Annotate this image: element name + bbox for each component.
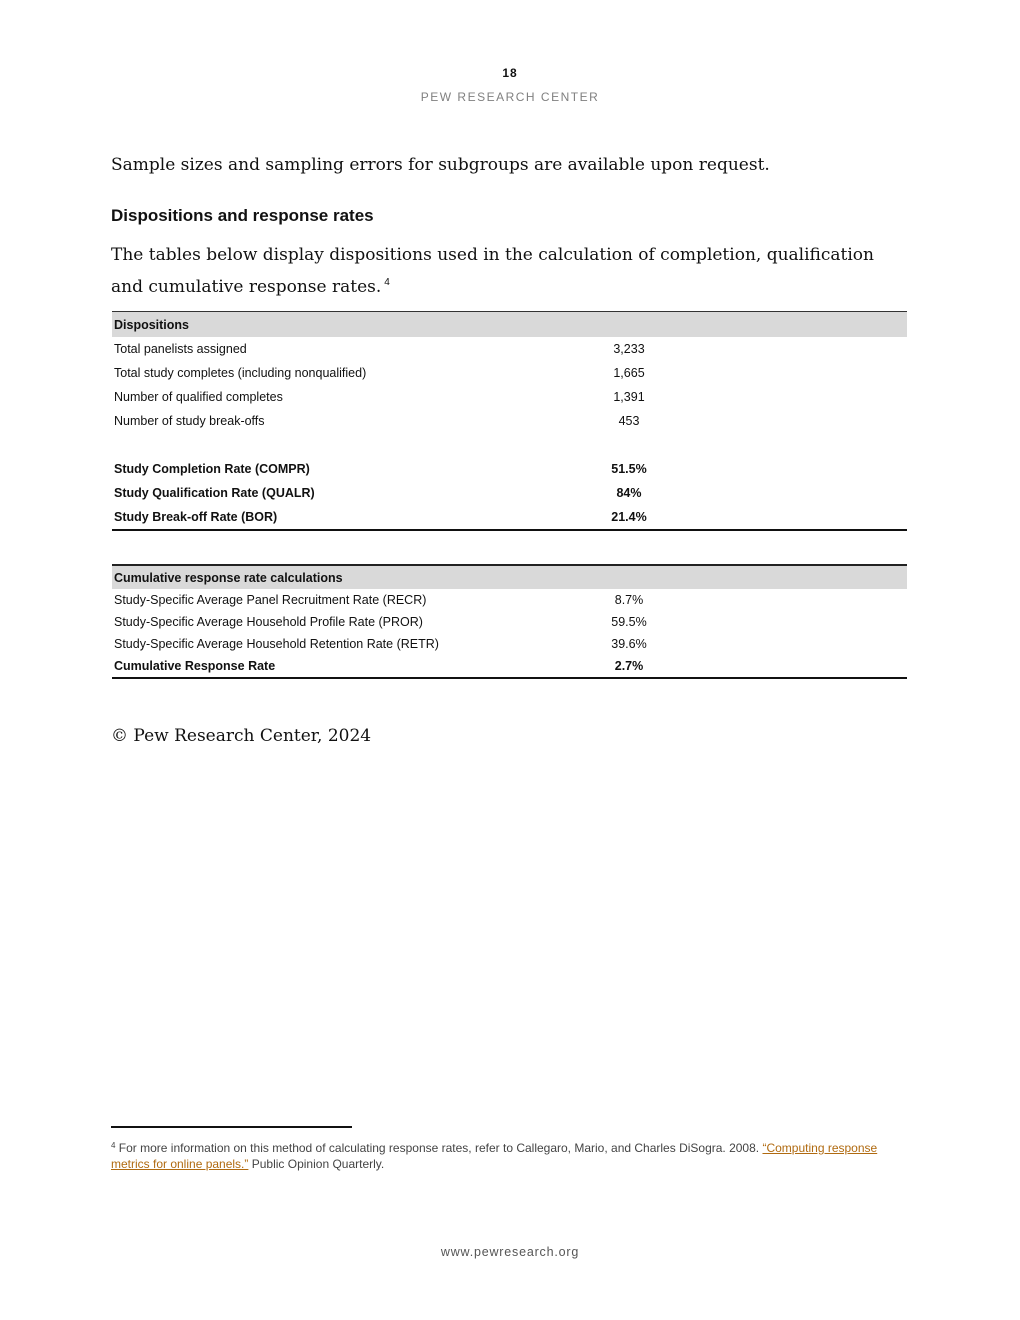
- cumulative-response-table: [112, 564, 907, 679]
- table-header-row: [112, 565, 907, 589]
- table-row: [112, 611, 907, 633]
- total-value: 2.7%: [614, 659, 644, 673]
- footer-url[interactable]: www.pewresearch.org: [440, 1245, 580, 1259]
- rate-row: [112, 457, 907, 481]
- footnote-source: Public Opinion Quarterly.: [251, 1157, 385, 1171]
- footnote: [111, 1138, 911, 1172]
- rate-value: 84%: [616, 486, 642, 500]
- footnote-text: For more information on this method of calculating response rates, refer to Callegaro, Mario, and Charles DiSogra. 2008.: [118, 1141, 760, 1155]
- spacer-row: [112, 433, 907, 457]
- page-number: 18: [502, 66, 518, 80]
- row-value: 1,391: [613, 390, 645, 404]
- table-row: [112, 589, 907, 611]
- row-label: Number of study break-offs: [114, 414, 265, 428]
- rate-value: 51.5%: [611, 462, 647, 476]
- rate-label: Study Break-off Rate (BOR): [114, 510, 278, 524]
- row-value: 3,233: [613, 342, 645, 356]
- row-value: 453: [618, 414, 640, 428]
- row-value: 59.5%: [611, 615, 647, 629]
- row-value: 1,665: [613, 366, 645, 380]
- table-header: Cumulative response rate calculations: [112, 565, 527, 589]
- rate-value: 21.4%: [611, 510, 647, 524]
- org-header: PEW RESEARCH CENTER: [420, 90, 600, 104]
- section-heading: Dispositions and response rates: [111, 206, 374, 225]
- row-label: Total panelists assigned: [114, 342, 247, 356]
- footnote-reference[interactable]: 4: [384, 277, 390, 288]
- table-row: [112, 633, 907, 655]
- row-label: Total study completes (including nonqualified): [114, 366, 367, 380]
- row-label: Study-Specific Average Household Profile Rate (PROR): [114, 615, 423, 629]
- rate-row: [112, 481, 907, 505]
- table-header: Dispositions: [112, 312, 527, 338]
- intro-paragraph: Sample sizes and sampling errors for subgroups are available upon request.: [111, 155, 770, 175]
- table-row: [112, 361, 907, 385]
- table-row: [112, 385, 907, 409]
- row-label: Study-Specific Average Panel Recruitment Rate (RECR): [114, 593, 427, 607]
- total-row: [112, 655, 907, 678]
- row-label: Number of qualified completes: [114, 390, 283, 404]
- dispositions-table: [112, 311, 907, 531]
- copyright: © Pew Research Center, 2024: [111, 726, 372, 746]
- table-header-row: [112, 312, 907, 338]
- rate-label: Study Qualification Rate (QUALR): [114, 486, 315, 500]
- table-row: [112, 409, 907, 433]
- footnote-marker: 4: [111, 1141, 116, 1150]
- tables-intro-text: The tables below display dispositions used in the calculation of completion, qualification and cumulative response rates.: [111, 245, 874, 297]
- row-label: Study-Specific Average Household Retention Rate (RETR): [114, 637, 439, 651]
- tables-intro-paragraph: [111, 242, 911, 301]
- rate-row: [112, 505, 907, 530]
- row-value: 39.6%: [611, 637, 647, 651]
- table-row: [112, 337, 907, 361]
- total-label: Cumulative Response Rate: [114, 659, 276, 673]
- footnote-link[interactable]: “Computing response metrics for online panels.”: [111, 1141, 878, 1171]
- row-value: 8.7%: [614, 593, 644, 607]
- rate-label: Study Completion Rate (COMPR): [114, 462, 310, 476]
- footnote-divider: [111, 1126, 352, 1128]
